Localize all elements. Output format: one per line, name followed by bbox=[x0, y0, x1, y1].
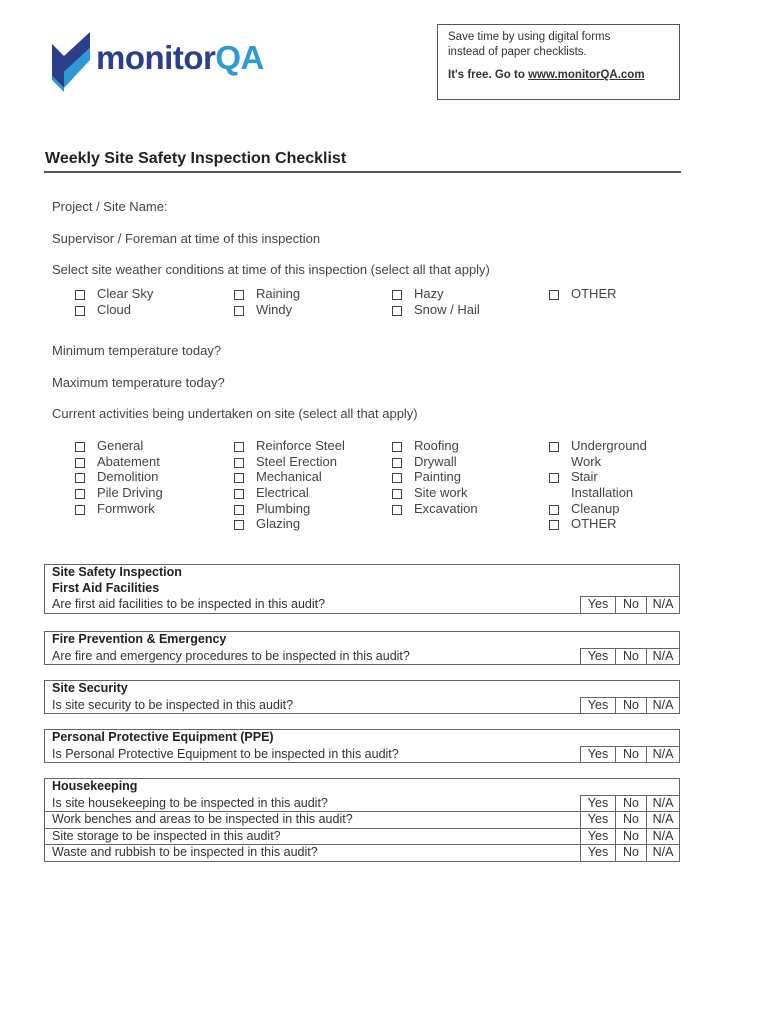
checkbox-icon[interactable] bbox=[392, 442, 402, 452]
table-row bbox=[45, 845, 680, 862]
section-ppe bbox=[44, 729, 680, 763]
answer-yes[interactable]: Yes bbox=[581, 828, 616, 845]
question-text: Is Personal Protective Equipment to be inspected in this audit? bbox=[45, 746, 581, 763]
checkbox-icon[interactable] bbox=[392, 489, 402, 499]
page-title: Weekly Site Safety Inspection Checklist bbox=[45, 150, 347, 167]
section-heading: Fire Prevention & Emergency bbox=[45, 632, 680, 649]
question-text: Is site security to be inspected in this audit? bbox=[45, 697, 581, 714]
checkbox-icon[interactable] bbox=[234, 505, 244, 515]
table-row bbox=[45, 746, 680, 763]
checkbox-icon[interactable] bbox=[234, 489, 244, 499]
checkbox-icon[interactable] bbox=[234, 520, 244, 530]
answer-yes[interactable]: Yes bbox=[581, 812, 616, 829]
answer-no[interactable]: No bbox=[616, 845, 647, 862]
checkbox-icon[interactable] bbox=[392, 505, 402, 515]
question-text: Site storage to be inspected in this audit? bbox=[45, 828, 581, 845]
answer-na[interactable]: N/A bbox=[647, 648, 680, 665]
answer-na[interactable]: N/A bbox=[647, 812, 680, 829]
answer-no[interactable]: No bbox=[616, 812, 647, 829]
checkbox-icon[interactable] bbox=[549, 473, 559, 483]
answer-no[interactable]: No bbox=[616, 597, 647, 614]
answer-yes[interactable]: Yes bbox=[581, 746, 616, 763]
section-site-security bbox=[44, 680, 680, 714]
question-text: Is site housekeeping to be inspected in this audit? bbox=[45, 795, 581, 812]
checkbox-icon[interactable] bbox=[549, 290, 559, 300]
answer-yes[interactable]: Yes bbox=[581, 845, 616, 862]
section-heading: Site Security bbox=[45, 681, 680, 698]
logo-mark-icon bbox=[50, 30, 96, 94]
section-fire-prevention bbox=[44, 631, 680, 665]
answer-na[interactable]: N/A bbox=[647, 828, 680, 845]
section-heading: Site Safety Inspection bbox=[45, 565, 680, 581]
section-housekeeping bbox=[44, 778, 680, 862]
answer-yes[interactable]: Yes bbox=[581, 795, 616, 812]
answer-no[interactable]: No bbox=[616, 648, 647, 665]
checkbox-icon[interactable] bbox=[75, 489, 85, 499]
answer-na[interactable]: N/A bbox=[647, 795, 680, 812]
promo-line-2: instead of paper checklists. bbox=[448, 46, 587, 58]
supervisor-label: Supervisor / Foreman at time of this inspection bbox=[52, 231, 321, 246]
answer-no[interactable]: No bbox=[616, 795, 647, 812]
activities-prompt-label: Current activities being undertaken on site (select all that apply) bbox=[52, 406, 418, 421]
table-row bbox=[45, 795, 680, 812]
checkbox-icon[interactable] bbox=[392, 473, 402, 483]
checkbox-icon[interactable] bbox=[392, 458, 402, 468]
monitorqa-link[interactable]: www.monitorQA.com bbox=[528, 69, 645, 81]
checkbox-icon[interactable] bbox=[234, 306, 244, 316]
title-divider bbox=[44, 171, 681, 173]
question-text: Are first aid facilities to be inspected in this audit? bbox=[45, 597, 581, 614]
table-row bbox=[45, 828, 680, 845]
answer-yes[interactable]: Yes bbox=[581, 697, 616, 714]
checkbox-icon[interactable] bbox=[234, 442, 244, 452]
table-row bbox=[45, 697, 680, 714]
checkbox-icon[interactable] bbox=[75, 290, 85, 300]
answer-yes[interactable]: Yes bbox=[581, 648, 616, 665]
checkbox-icon[interactable] bbox=[75, 442, 85, 452]
answer-na[interactable]: N/A bbox=[647, 845, 680, 862]
project-site-name-label: Project / Site Name: bbox=[52, 199, 168, 214]
checkbox-icon[interactable] bbox=[549, 442, 559, 452]
min-temperature-label: Minimum temperature today? bbox=[52, 343, 222, 358]
section-first-aid bbox=[44, 564, 680, 614]
promo-line-3 bbox=[448, 68, 669, 83]
table-row bbox=[45, 648, 680, 665]
promo-free-text: It's free. Go to bbox=[448, 69, 529, 81]
logo-wordmark: monitorQA bbox=[96, 39, 264, 76]
checkbox-icon[interactable] bbox=[234, 458, 244, 468]
checkbox-icon[interactable] bbox=[75, 306, 85, 316]
checkbox-icon[interactable] bbox=[234, 473, 244, 483]
answer-no[interactable]: No bbox=[616, 697, 647, 714]
question-text: Are fire and emergency procedures to be inspected in this audit? bbox=[45, 648, 581, 665]
monitorqa-logo bbox=[50, 30, 290, 94]
answer-no[interactable]: No bbox=[616, 746, 647, 763]
table-row bbox=[45, 597, 680, 614]
weather-prompt-label: Select site weather conditions at time of this inspection (select all that apply) bbox=[52, 262, 490, 277]
checkbox-icon[interactable] bbox=[392, 306, 402, 316]
promo-line-1: Save time by using digital forms bbox=[448, 31, 611, 43]
answer-na[interactable]: N/A bbox=[647, 746, 680, 763]
answer-na[interactable]: N/A bbox=[647, 597, 680, 614]
checkbox-icon[interactable] bbox=[75, 473, 85, 483]
checkbox-icon[interactable] bbox=[392, 290, 402, 300]
section-heading: Personal Protective Equipment (PPE) bbox=[45, 730, 680, 747]
promo-box bbox=[437, 24, 680, 100]
section-heading: Housekeeping bbox=[45, 779, 680, 796]
checkbox-icon[interactable] bbox=[234, 290, 244, 300]
section-subheading: First Aid Facilities bbox=[45, 581, 680, 597]
answer-no[interactable]: No bbox=[616, 828, 647, 845]
table-row bbox=[45, 812, 680, 829]
max-temperature-label: Maximum temperature today? bbox=[52, 375, 225, 390]
question-text: Waste and rubbish to be inspected in this audit? bbox=[45, 845, 581, 862]
checkbox-icon[interactable] bbox=[75, 458, 85, 468]
checkbox-icon[interactable] bbox=[549, 505, 559, 515]
checkbox-icon[interactable] bbox=[75, 505, 85, 515]
answer-yes[interactable]: Yes bbox=[581, 597, 616, 614]
question-text: Work benches and areas to be inspected in this audit? bbox=[45, 812, 581, 829]
checkbox-icon[interactable] bbox=[549, 520, 559, 530]
answer-na[interactable]: N/A bbox=[647, 697, 680, 714]
